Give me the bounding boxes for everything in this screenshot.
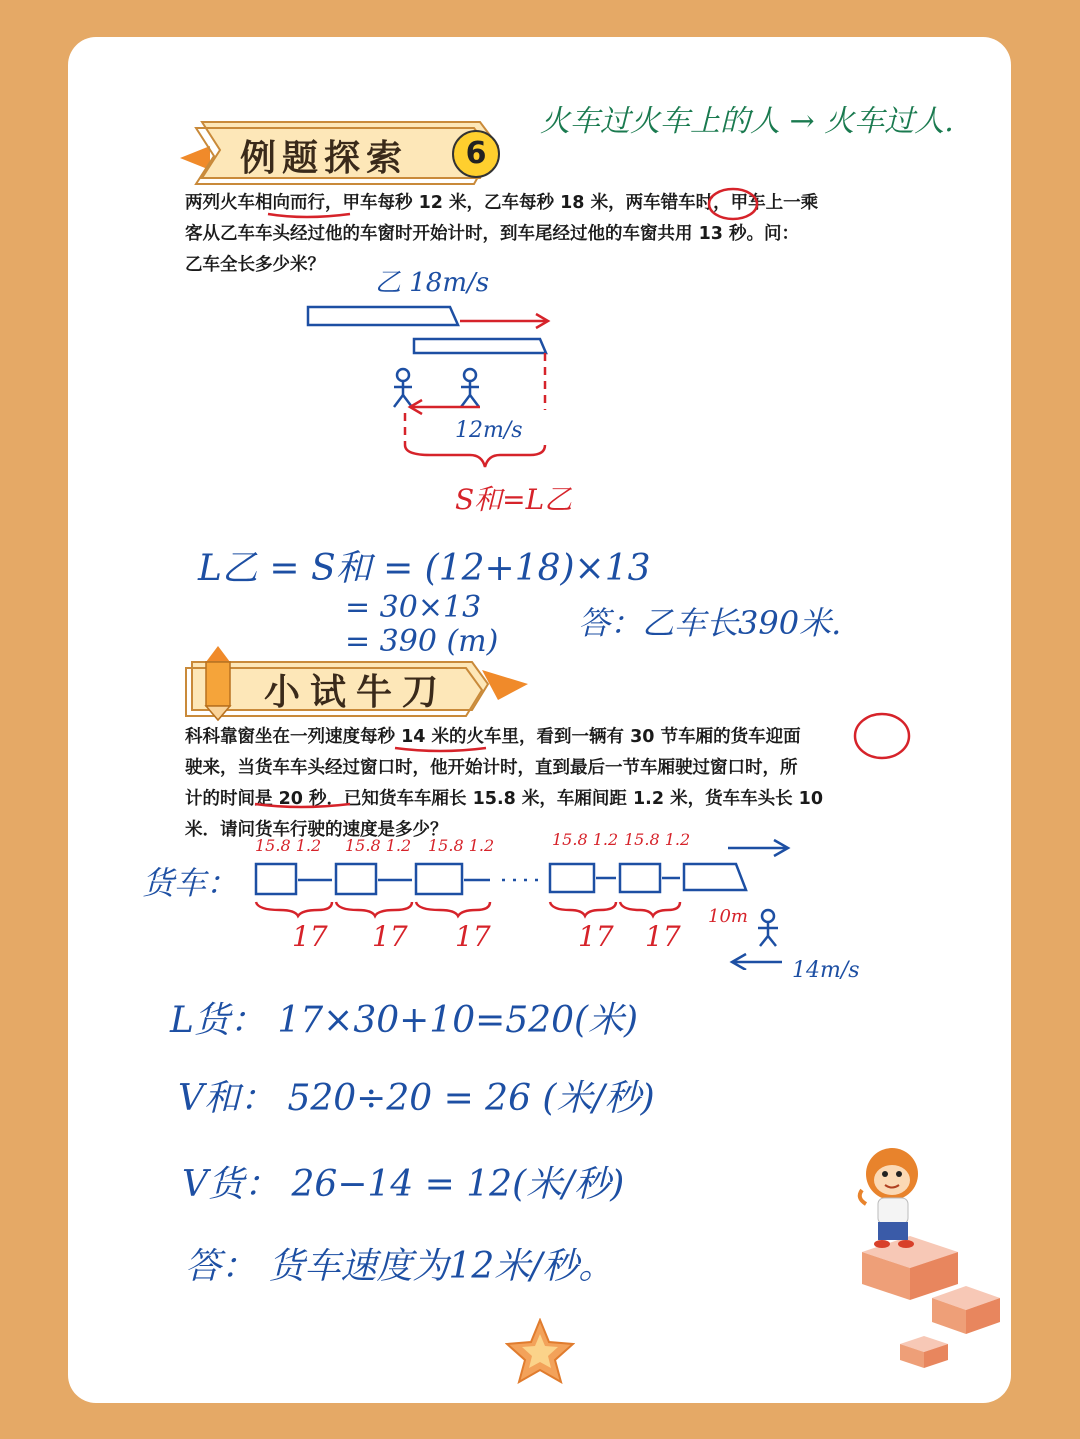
monkey-mascot <box>850 1140 1010 1380</box>
brace-value: 17 <box>578 920 614 953</box>
problem-line: 两列火车相向而行，甲车每秒 12 米，乙车每秒 18 米，两车错车时，甲车上一乘 <box>185 193 819 213</box>
problem-line: 科科靠窗坐在一列速度每秒 14 米的火车里，看到一辆有 30 节车厢的货车迎面 <box>185 727 801 747</box>
top-note: 火车过火车上的人 → 火车过人. <box>540 104 954 139</box>
problem-line: 驶来，当货车车头经过窗口时，他开始计时，直到最后一节车厢驶过窗口时，所 <box>185 758 798 778</box>
person-speed-label: 14m/s <box>792 958 860 983</box>
solution-line: = 30×13 <box>345 590 482 625</box>
brace-value: 17 <box>455 920 491 953</box>
answer-line: 答：乙车长390米. <box>578 604 842 642</box>
truck-label: 货车： <box>142 864 239 902</box>
problem-line: 乙车全长多少米？ <box>185 255 325 275</box>
solution-line: = 390 (m) <box>345 624 499 659</box>
section1-text-annotations <box>0 0 1080 260</box>
brace-value: 17 <box>645 920 681 953</box>
segment-label: 15.8 1.2 <box>552 830 619 849</box>
head-length-label: 10m <box>708 906 748 927</box>
section1-diagram <box>290 295 590 505</box>
section1-title: 例题探索 <box>240 138 409 179</box>
solution-line: V和： 520÷20 = 26 (米/秒) <box>178 1078 655 1119</box>
section1-number: 6 <box>465 136 487 171</box>
brace-value: 17 <box>372 920 408 953</box>
segment-label: 15.8 1.2 <box>255 836 322 855</box>
problem-line: 计的时间是 20 秒．已知货车车厢长 15.8 米，车厢间距 1.2 米，货车车头长 10 <box>185 789 824 809</box>
brace-value: 17 <box>292 920 328 953</box>
solution-line: V货： 26−14 = 12(米/秒) <box>182 1164 625 1205</box>
answer-line: 答： 货车速度为12米/秒。 <box>185 1246 615 1287</box>
solution-line: L乙 = S和 = (12+18)×13 <box>198 548 651 589</box>
section2-text-annotations <box>0 700 1080 820</box>
star-decoration <box>505 1318 575 1384</box>
person-speed-label: 12m/s <box>455 418 523 443</box>
problem-line: 米．请问货车行驶的速度是多少？ <box>185 820 448 840</box>
segment-label: 15.8 1.2 <box>428 836 495 855</box>
problem-line: 客从乙车车头经过他的车窗时开始计时，到车尾经过他的车窗共用 13 秒。问： <box>185 224 800 244</box>
solution-line: L货： 17×30+10=520(米) <box>170 1000 639 1041</box>
train-label: 乙 18m/s <box>375 268 490 298</box>
segment-label: 15.8 1.2 <box>624 830 691 849</box>
section2-title: 小试牛刀 <box>264 672 449 713</box>
brace-label: S和=L乙 <box>455 483 573 516</box>
segment-label: 15.8 1.2 <box>345 836 412 855</box>
